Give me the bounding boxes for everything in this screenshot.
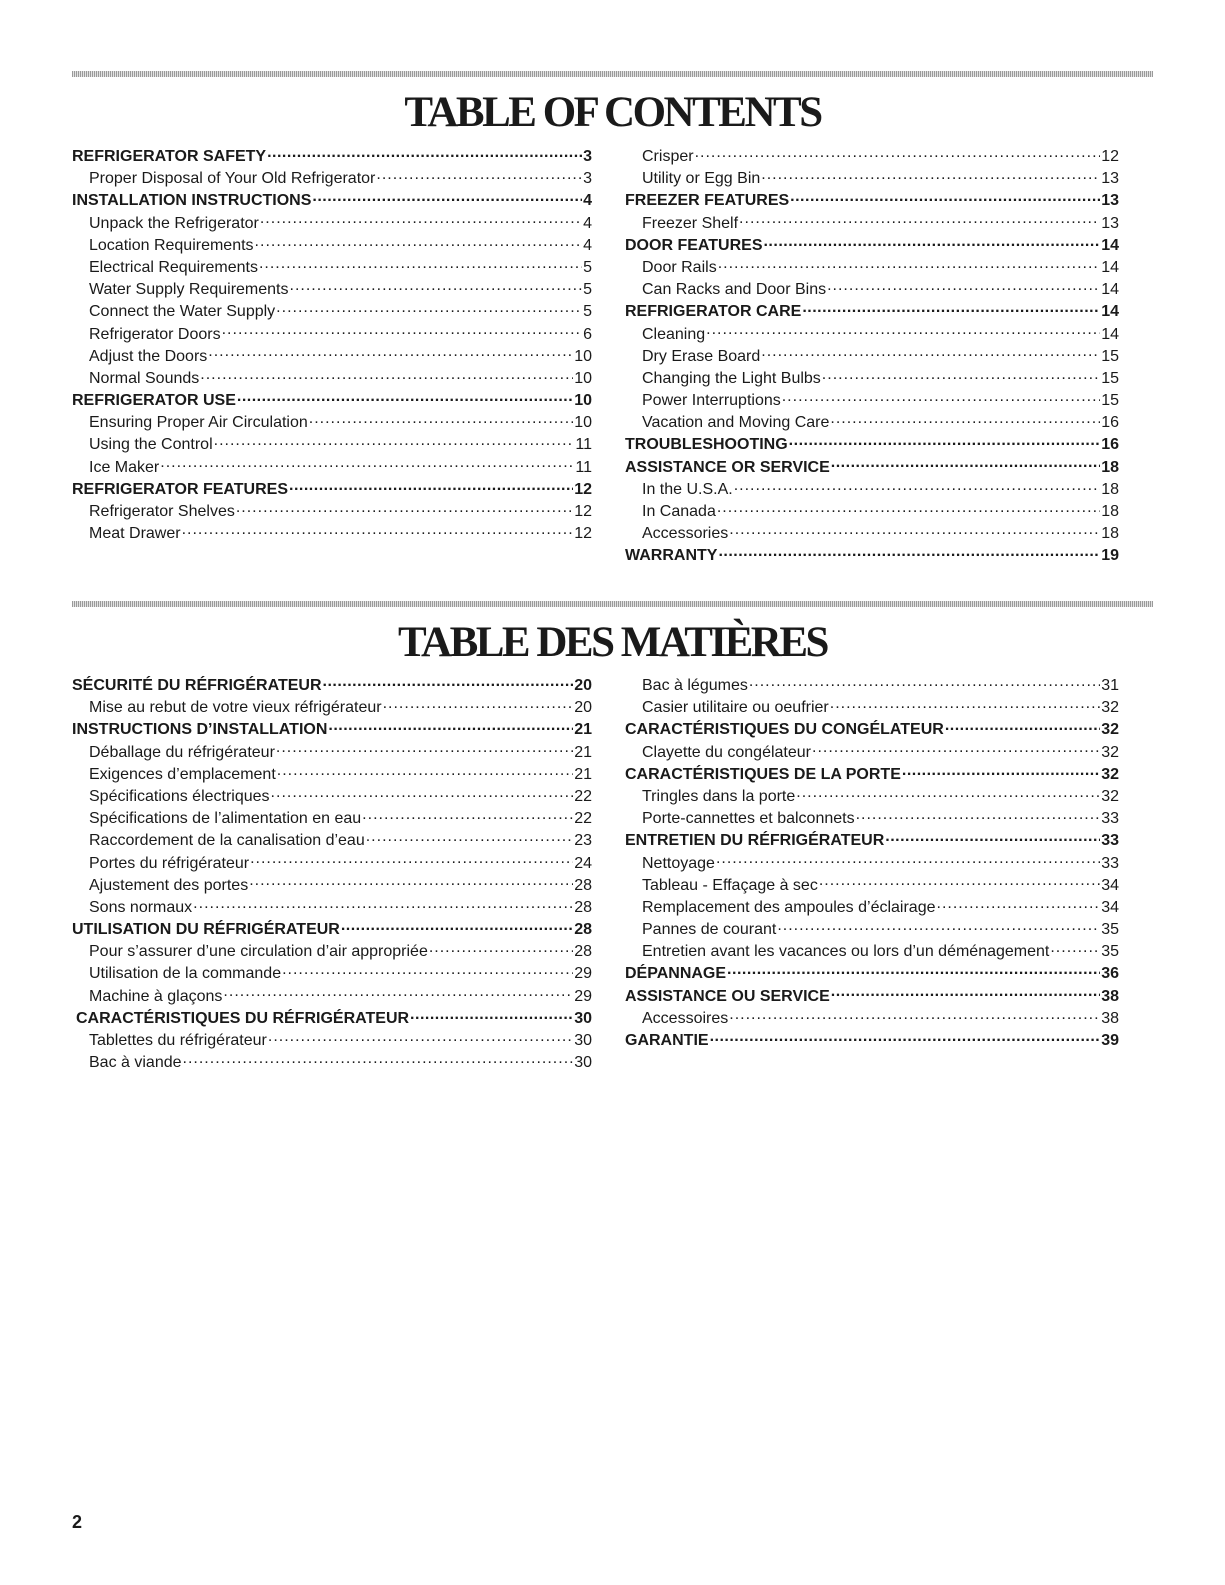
toc-subsection-entry[interactable] — [72, 456, 592, 478]
toc-subsection-entry[interactable] — [625, 1007, 1119, 1029]
toc-entry-title: Utility or Egg Bin — [642, 170, 761, 188]
toc-entry-title: CARACTÉRISTIQUES DU RÉFRIGÉRATEUR — [76, 1009, 410, 1027]
toc-entry-title: Crisper — [642, 148, 694, 165]
dot-leader — [429, 940, 573, 956]
toc-entry-title: Water Supply Requirements — [89, 281, 289, 299]
dot-leader — [290, 278, 583, 294]
toc-subsection-entry[interactable] — [625, 807, 1119, 829]
toc-entry-title: Normal Sounds — [89, 369, 200, 387]
dot-leader — [282, 962, 573, 978]
toc-subsection-entry[interactable] — [72, 278, 592, 300]
page-number: 2 — [72, 1512, 83, 1532]
dot-leader — [812, 741, 1100, 757]
toc-subsection-entry[interactable] — [72, 763, 592, 785]
dot-leader — [255, 234, 583, 250]
toc-entry-title: ASSISTANCE OU SERVICE — [625, 987, 830, 1005]
toc-entry-title: Freezer Shelf — [642, 214, 739, 232]
toc-entry-page-number: 3 — [583, 170, 592, 188]
toc-entry-page-number: 14 — [1101, 236, 1119, 254]
toc-section-entry[interactable] — [72, 478, 592, 500]
dot-leader — [716, 852, 1100, 868]
toc-entry-title: REFRIGERATOR SAFETY — [72, 148, 267, 165]
toc-subsection-entry[interactable] — [625, 167, 1119, 189]
toc-entry-title: WARRANTY — [625, 547, 718, 565]
dot-leader — [718, 544, 1100, 560]
toc-subsection-entry[interactable] — [625, 896, 1119, 918]
dot-leader — [777, 918, 1100, 934]
toc-subsection-entry[interactable] — [72, 829, 592, 851]
toc-entry-title: Electrical Requirements — [89, 258, 258, 276]
toc-section-entry[interactable] — [625, 1029, 1119, 1051]
toc-entry-title: Casier utilitaire ou oeufrier — [642, 699, 829, 717]
toc-subsection-entry[interactable] — [72, 167, 592, 189]
toc-entry-page-number: 28 — [574, 876, 592, 894]
toc-subsection-entry[interactable] — [625, 145, 1119, 167]
toc-subsection-entry[interactable] — [72, 500, 592, 522]
toc-subsection-entry[interactable] — [625, 411, 1119, 433]
toc-entry-page-number: 32 — [1101, 743, 1119, 761]
dot-leader — [276, 741, 573, 757]
toc-entry-page-number: 11 — [575, 436, 592, 454]
toc-subsection-entry[interactable] — [625, 741, 1119, 763]
toc-entry-page-number: 32 — [1101, 699, 1119, 717]
toc-entry-page-number: 5 — [583, 303, 592, 321]
dot-leader — [706, 323, 1100, 339]
toc-subsection-entry[interactable] — [625, 918, 1119, 940]
toc-entry-page-number: 13 — [1101, 170, 1119, 188]
toc-subsection-entry[interactable] — [72, 234, 592, 256]
toc-entry-page-number: 30 — [574, 1054, 592, 1072]
toc-entry-page-number: 39 — [1101, 1032, 1119, 1049]
toc-entry-title: Adjust the Doors — [89, 347, 208, 365]
toc-entry-page-number: 18 — [1101, 458, 1119, 476]
toc-entry-title: Bac à viande — [89, 1054, 182, 1072]
toc-subsection-entry[interactable] — [72, 411, 592, 433]
toc-entry-title: Spécifications de l’alimentation en eau — [89, 810, 362, 828]
toc-entry-page-number: 38 — [1101, 1009, 1119, 1027]
toc-entry-title: Accessories — [642, 525, 729, 543]
dot-leader — [885, 829, 1100, 845]
toc-entry-page-number: 4 — [583, 192, 592, 210]
toc-entry-title: REFRIGERATOR USE — [72, 392, 236, 410]
dot-leader — [366, 829, 573, 845]
dot-leader — [250, 852, 573, 868]
toc-section-entry[interactable] — [625, 985, 1119, 1007]
toc-entry-title: FREEZER FEATURES — [625, 192, 790, 210]
toc-french-title: TABLE DES MATIÈRES — [398, 619, 827, 666]
toc-entry-page-number: 10 — [574, 392, 592, 410]
toc-english-left-column — [72, 145, 592, 544]
toc-subsection-entry[interactable] — [72, 807, 592, 829]
toc-entry-page-number: 18 — [1101, 525, 1119, 543]
dot-leader — [323, 674, 574, 690]
toc-entry-page-number: 18 — [1101, 503, 1119, 520]
dot-leader — [268, 1029, 573, 1045]
toc-section-entry[interactable] — [625, 300, 1119, 322]
dot-leader — [796, 785, 1100, 801]
toc-entry-page-number: 14 — [1101, 325, 1119, 343]
toc-section-entry[interactable] — [625, 234, 1119, 256]
toc-entry-title: Door Rails — [642, 258, 717, 276]
toc-entry-title: TROUBLESHOOTING — [625, 436, 788, 454]
middle-divider-rule — [72, 601, 1153, 607]
toc-entry-title: Using the Control — [89, 436, 213, 454]
dot-leader — [182, 522, 574, 538]
dot-leader — [236, 500, 573, 516]
toc-entry-page-number: 32 — [1101, 765, 1119, 783]
toc-subsection-entry[interactable] — [72, 940, 592, 962]
dot-leader — [739, 212, 1100, 228]
dot-leader — [710, 1029, 1101, 1045]
toc-subsection-entry[interactable] — [72, 522, 592, 544]
toc-subsection-entry[interactable] — [72, 985, 592, 1007]
toc-entry-title: Pour s’assurer d’une circulation d’air appropriée — [89, 943, 428, 961]
toc-entry-page-number: 35 — [1101, 943, 1119, 961]
toc-entry-page-number: 20 — [574, 699, 592, 717]
toc-subsection-entry[interactable] — [72, 696, 592, 718]
dot-leader — [729, 522, 1100, 538]
dot-leader — [267, 145, 582, 161]
toc-entry-page-number: 15 — [1101, 347, 1119, 365]
dot-leader — [222, 323, 582, 339]
dot-leader — [208, 345, 573, 361]
toc-subsection-entry[interactable] — [72, 212, 592, 234]
toc-subsection-entry[interactable] — [72, 323, 592, 345]
dot-leader — [945, 718, 1100, 734]
toc-section-entry[interactable] — [72, 189, 592, 211]
toc-entry-page-number: 12 — [574, 503, 592, 520]
toc-entry-title: Mise au rebut de votre vieux réfrigérateur — [89, 699, 382, 717]
toc-subsection-entry[interactable] — [625, 212, 1119, 234]
dot-leader — [237, 389, 573, 405]
toc-entry-title: Unpack the Refrigerator — [89, 214, 259, 232]
toc-entry-page-number: 38 — [1101, 987, 1119, 1005]
dot-leader — [819, 874, 1100, 890]
toc-entry-title: Connect the Water Supply — [89, 303, 276, 321]
toc-subsection-entry[interactable] — [625, 278, 1119, 300]
toc-entry-title: Sons normaux — [89, 898, 193, 916]
toc-entry-page-number: 6 — [583, 325, 592, 343]
toc-entry-title: Accessoires — [642, 1009, 729, 1027]
toc-entry-page-number: 10 — [574, 414, 592, 432]
toc-entry-title: Proper Disposal of Your Old Refrigerator — [89, 170, 376, 188]
toc-entry-page-number: 5 — [583, 281, 592, 299]
toc-subsection-entry[interactable] — [72, 874, 592, 896]
toc-entry-page-number: 4 — [583, 236, 592, 254]
toc-entry-page-number: 23 — [574, 832, 592, 850]
toc-subsection-entry[interactable] — [72, 896, 592, 918]
toc-entry-title: CARACTÉRISTIQUES DU CONGÉLATEUR — [625, 721, 944, 739]
toc-french-left-column — [72, 674, 592, 1073]
toc-entry-title: Pannes de courant — [642, 921, 777, 939]
toc-subsection-entry[interactable] — [625, 256, 1119, 278]
dot-leader — [822, 367, 1100, 383]
top-divider-rule — [72, 71, 1153, 77]
dot-leader — [277, 763, 573, 779]
dot-leader — [328, 718, 573, 734]
dot-leader — [734, 478, 1100, 494]
toc-section-entry[interactable] — [625, 456, 1119, 478]
toc-entry-title: GARANTIE — [625, 1032, 709, 1049]
toc-entry-title: Remplacement des ampoules d’éclairage — [642, 898, 936, 916]
dot-leader — [789, 433, 1101, 449]
toc-entry-page-number: 12 — [574, 480, 592, 498]
toc-french-right-column — [625, 674, 1119, 1051]
toc-english-right-column — [625, 145, 1119, 567]
toc-entry-title: Can Racks and Door Bins — [642, 281, 827, 299]
dot-leader — [856, 807, 1101, 823]
toc-section-entry[interactable] — [72, 389, 592, 411]
toc-subsection-entry[interactable] — [72, 741, 592, 763]
toc-subsection-entry[interactable] — [72, 785, 592, 807]
toc-entry-page-number: 32 — [1101, 721, 1119, 739]
toc-entry-page-number: 14 — [1101, 303, 1119, 321]
dot-leader — [937, 896, 1101, 912]
toc-entry-title: DÉPANNAGE — [625, 965, 727, 983]
toc-entry-title: Vacation and Moving Care — [642, 414, 830, 432]
toc-subsection-entry[interactable] — [625, 345, 1119, 367]
dot-leader — [271, 785, 574, 801]
toc-entry-title: Meat Drawer — [89, 525, 181, 543]
dot-leader — [193, 896, 573, 912]
toc-entry-title: Changing the Light Bulbs — [642, 369, 821, 387]
dot-leader — [782, 389, 1100, 405]
toc-entry-page-number: 28 — [574, 898, 592, 916]
toc-entry-title: Tablettes du réfrigérateur — [89, 1032, 267, 1049]
toc-section-entry[interactable] — [72, 718, 592, 740]
toc-entry-title: INSTRUCTIONS D’INSTALLATION — [72, 721, 328, 739]
toc-entry-page-number: 13 — [1101, 214, 1119, 232]
toc-entry-page-number: 19 — [1101, 547, 1119, 565]
dot-leader — [718, 256, 1101, 272]
dot-leader — [727, 962, 1100, 978]
toc-entry-title: UTILISATION DU RÉFRIGÉRATEUR — [72, 921, 340, 939]
dot-leader — [260, 212, 582, 228]
toc-entry-title: Déballage du réfrigérateur — [89, 743, 275, 761]
toc-section-entry[interactable] — [625, 763, 1119, 785]
toc-entry-title: In Canada — [642, 503, 716, 520]
toc-entry-page-number: 28 — [574, 943, 592, 961]
dot-leader — [289, 478, 573, 494]
toc-entry-title: Power Interruptions — [642, 392, 781, 410]
dot-leader — [276, 300, 582, 316]
toc-entry-title: Utilisation de la commande — [89, 965, 282, 983]
dot-leader — [259, 256, 582, 272]
toc-subsection-entry[interactable] — [625, 522, 1119, 544]
toc-entry-title: Bac à légumes — [642, 677, 748, 694]
toc-entry-title: Location Requirements — [89, 236, 254, 254]
toc-entry-page-number: 34 — [1101, 876, 1119, 894]
toc-entry-page-number: 15 — [1101, 392, 1119, 410]
toc-subsection-entry[interactable] — [625, 478, 1119, 500]
toc-entry-page-number: 14 — [1101, 258, 1119, 276]
toc-entry-title: Raccordement de la canalisation d’eau — [89, 832, 365, 850]
toc-section-entry[interactable] — [625, 433, 1119, 455]
toc-entry-title: REFRIGERATOR FEATURES — [72, 480, 289, 498]
toc-entry-page-number: 36 — [1101, 965, 1119, 983]
toc-subsection-entry[interactable] — [72, 367, 592, 389]
toc-subsection-entry[interactable] — [72, 1029, 592, 1051]
toc-entry-title: CARACTÉRISTIQUES DE LA PORTE — [625, 765, 901, 783]
toc-entry-page-number: 18 — [1101, 480, 1119, 498]
toc-entry-page-number: 22 — [574, 787, 592, 805]
toc-english-title: TABLE OF CONTENTS — [404, 89, 821, 136]
toc-subsection-entry[interactable] — [72, 1051, 592, 1073]
dot-leader — [383, 696, 574, 712]
dot-leader — [717, 500, 1100, 516]
dot-leader — [214, 433, 575, 449]
dot-leader — [695, 145, 1101, 161]
toc-subsection-entry[interactable] — [625, 785, 1119, 807]
toc-entry-page-number: 22 — [574, 810, 592, 828]
toc-subsection-entry[interactable] — [625, 696, 1119, 718]
toc-entry-page-number: 3 — [583, 148, 592, 165]
toc-entry-title: Dry Erase Board — [642, 347, 761, 365]
dot-leader — [763, 234, 1100, 250]
toc-entry-page-number: 21 — [574, 721, 592, 739]
toc-entry-page-number: 30 — [574, 1009, 592, 1027]
toc-section-entry[interactable] — [72, 918, 592, 940]
toc-entry-page-number: 30 — [574, 1032, 592, 1049]
toc-subsection-entry[interactable] — [625, 852, 1119, 874]
dot-leader — [827, 278, 1100, 294]
dot-leader — [341, 918, 573, 934]
toc-subsection-entry[interactable] — [72, 300, 592, 322]
dot-leader — [309, 411, 573, 427]
toc-entry-page-number: 21 — [574, 743, 592, 761]
toc-entry-title: Cleaning — [642, 325, 706, 343]
dot-leader — [410, 1007, 573, 1023]
toc-subsection-entry[interactable] — [625, 389, 1119, 411]
toc-entry-page-number: 14 — [1101, 281, 1119, 299]
toc-subsection-entry[interactable] — [625, 323, 1119, 345]
toc-section-entry[interactable] — [72, 145, 592, 167]
dot-leader — [362, 807, 573, 823]
toc-entry-title: In the U.S.A. — [642, 480, 733, 498]
dot-leader — [830, 696, 1100, 712]
toc-entry-title: SÉCURITÉ DU RÉFRIGÉRATEUR — [72, 677, 322, 694]
toc-entry-page-number: 32 — [1101, 787, 1119, 805]
toc-entry-page-number: 28 — [574, 921, 592, 939]
toc-section-entry[interactable] — [72, 1007, 592, 1029]
toc-section-entry[interactable] — [625, 189, 1119, 211]
dot-leader — [749, 674, 1100, 690]
toc-entry-page-number: 16 — [1101, 414, 1119, 432]
toc-entry-page-number: 20 — [574, 677, 592, 694]
toc-section-entry[interactable] — [625, 544, 1119, 566]
dot-leader — [790, 189, 1100, 205]
toc-entry-page-number: 10 — [574, 369, 592, 387]
dot-leader — [831, 985, 1100, 1001]
toc-section-entry[interactable] — [625, 718, 1119, 740]
toc-entry-title: ASSISTANCE OR SERVICE — [625, 458, 830, 476]
toc-entry-title: Exigences d’emplacement — [89, 765, 276, 783]
toc-section-entry[interactable] — [625, 962, 1119, 984]
toc-entry-title: Portes du réfrigérateur — [89, 854, 250, 872]
toc-entry-page-number: 5 — [583, 258, 592, 276]
toc-entry-title: Entretien avant les vacances ou lors d’un déménagement — [642, 943, 1050, 961]
toc-entry-title: Refrigerator Shelves — [89, 503, 235, 520]
dot-leader — [183, 1051, 574, 1067]
dot-leader — [312, 189, 582, 205]
toc-entry-page-number: 12 — [1101, 148, 1119, 165]
toc-entry-page-number: 34 — [1101, 898, 1119, 916]
toc-entry-page-number: 33 — [1101, 854, 1119, 872]
toc-entry-page-number: 12 — [574, 525, 592, 543]
toc-subsection-entry[interactable] — [625, 874, 1119, 896]
toc-entry-title: Spécifications électriques — [89, 787, 270, 805]
dot-leader — [902, 763, 1100, 779]
dot-leader — [1050, 940, 1100, 956]
toc-subsection-entry[interactable] — [625, 500, 1119, 522]
toc-entry-title: ENTRETIEN DU RÉFRIGÉRATEUR — [625, 832, 885, 850]
toc-entry-title: Ice Maker — [89, 458, 160, 476]
toc-subsection-entry[interactable] — [72, 433, 592, 455]
toc-entry-page-number: 29 — [574, 987, 592, 1005]
toc-entry-page-number: 33 — [1101, 810, 1119, 828]
toc-entry-page-number: 29 — [574, 965, 592, 983]
dot-leader — [223, 985, 573, 1001]
toc-entry-page-number: 31 — [1101, 677, 1119, 694]
dot-leader — [249, 874, 573, 890]
dot-leader — [160, 456, 574, 472]
toc-subsection-entry[interactable] — [625, 674, 1119, 696]
toc-subsection-entry[interactable] — [72, 345, 592, 367]
toc-subsection-entry[interactable] — [72, 962, 592, 984]
toc-section-entry[interactable] — [625, 829, 1119, 851]
toc-entry-page-number: 24 — [574, 854, 592, 872]
toc-entry-title: Tringles dans la porte — [642, 787, 796, 805]
toc-entry-title: Ajustement des portes — [89, 876, 249, 894]
dot-leader — [802, 300, 1100, 316]
toc-entry-page-number: 4 — [583, 214, 592, 232]
dot-leader — [761, 167, 1100, 183]
toc-subsection-entry[interactable] — [625, 940, 1119, 962]
toc-entry-title: Ensuring Proper Air Circulation — [89, 414, 308, 432]
toc-entry-title: DOOR FEATURES — [625, 236, 763, 254]
dot-leader — [729, 1007, 1100, 1023]
toc-section-entry[interactable] — [72, 674, 592, 696]
toc-entry-title: REFRIGERATOR CARE — [625, 303, 802, 321]
toc-subsection-entry[interactable] — [625, 367, 1119, 389]
dot-leader — [200, 367, 573, 383]
dot-leader — [830, 411, 1100, 427]
toc-entry-title: Clayette du congélateur — [642, 743, 811, 761]
toc-entry-page-number: 11 — [575, 458, 592, 476]
toc-entry-title: Machine à glaçons — [89, 987, 223, 1005]
toc-entry-page-number: 35 — [1101, 921, 1119, 939]
dot-leader — [831, 456, 1100, 472]
toc-subsection-entry[interactable] — [72, 256, 592, 278]
toc-entry-title: Refrigerator Doors — [89, 325, 221, 343]
toc-entry-page-number: 15 — [1101, 369, 1119, 387]
toc-entry-title: Porte-cannettes et balconnets — [642, 810, 855, 828]
dot-leader — [376, 167, 582, 183]
toc-entry-page-number: 33 — [1101, 832, 1119, 850]
toc-entry-title: Tableau - Effaçage à sec — [642, 876, 818, 894]
toc-entry-title: INSTALLATION INSTRUCTIONS — [72, 192, 312, 210]
toc-entry-title: Nettoyage — [642, 854, 715, 872]
toc-entry-page-number: 21 — [574, 765, 592, 783]
dot-leader — [761, 345, 1100, 361]
toc-entry-page-number: 10 — [574, 347, 592, 365]
toc-subsection-entry[interactable] — [72, 852, 592, 874]
toc-entry-page-number: 16 — [1101, 436, 1119, 454]
toc-entry-page-number: 13 — [1101, 192, 1119, 210]
